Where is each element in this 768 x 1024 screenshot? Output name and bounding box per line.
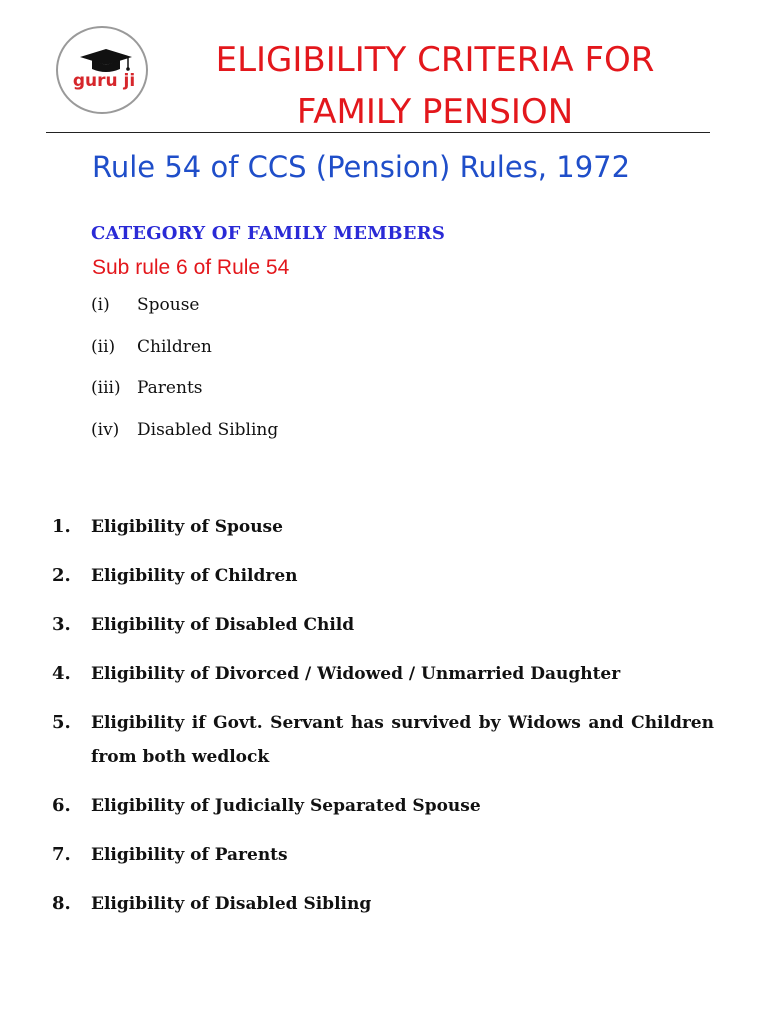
title-line-2: FAMILY PENSION bbox=[296, 92, 574, 132]
item-number: 5. bbox=[52, 712, 71, 733]
logo-text: guru ji bbox=[72, 71, 136, 91]
eligibility-list bbox=[52, 510, 714, 936]
item-number: 6. bbox=[52, 795, 71, 816]
item-label: Spouse bbox=[137, 295, 200, 315]
item-number: 1. bbox=[52, 516, 71, 537]
title-divider bbox=[46, 132, 710, 133]
item-label: Parents bbox=[137, 378, 203, 398]
category-heading: CATEGORY OF FAMILY MEMBERS bbox=[91, 223, 446, 244]
guru-ji-logo bbox=[56, 26, 148, 114]
list-item bbox=[52, 657, 714, 691]
item-label: Eligibility of Spouse bbox=[91, 517, 283, 537]
document-title bbox=[160, 34, 710, 138]
item-number: (iii) bbox=[91, 378, 121, 398]
item-number: (i) bbox=[91, 295, 110, 315]
item-label: Eligibility of Judicially Separated Spouse bbox=[91, 796, 481, 816]
item-label: Eligibility of Divorced / Widowed / Unmarried Daughter bbox=[91, 664, 621, 684]
item-label: Children bbox=[137, 336, 212, 357]
list-item bbox=[52, 706, 714, 774]
item-number: 2. bbox=[52, 565, 71, 586]
item-number: 3. bbox=[52, 614, 71, 635]
list-item bbox=[52, 510, 714, 544]
item-label: Eligibility of Disabled Sibling bbox=[91, 894, 372, 914]
list-item bbox=[52, 838, 714, 872]
item-number: 4. bbox=[52, 663, 71, 684]
item-number: 7. bbox=[52, 844, 71, 865]
family-members-list bbox=[91, 295, 278, 461]
list-item bbox=[52, 608, 714, 642]
item-label: Eligibility of Parents bbox=[91, 845, 288, 865]
list-item bbox=[91, 420, 278, 462]
list-item bbox=[52, 559, 714, 593]
list-item bbox=[91, 337, 278, 379]
sub-rule-label: Sub rule 6 of Rule 54 bbox=[92, 256, 290, 279]
item-number: (iv) bbox=[91, 419, 120, 440]
item-label: Disabled Sibling bbox=[137, 419, 279, 440]
list-item bbox=[52, 887, 714, 921]
item-label: Eligibility if Govt. Servant has survived by Widows and Children from both wedlock bbox=[91, 713, 714, 767]
list-item bbox=[91, 378, 278, 420]
item-number: 8. bbox=[52, 893, 71, 914]
list-item bbox=[52, 789, 714, 823]
rule-subtitle: Rule 54 of CCS (Pension) Rules, 1972 bbox=[92, 150, 631, 184]
item-label: Eligibility of Disabled Child bbox=[91, 615, 355, 635]
list-item bbox=[91, 295, 278, 337]
item-label: Eligibility of Children bbox=[91, 566, 298, 586]
title-line-1: ELIGIBILITY CRITERIA FOR bbox=[215, 40, 655, 80]
item-number: (ii) bbox=[91, 336, 116, 357]
